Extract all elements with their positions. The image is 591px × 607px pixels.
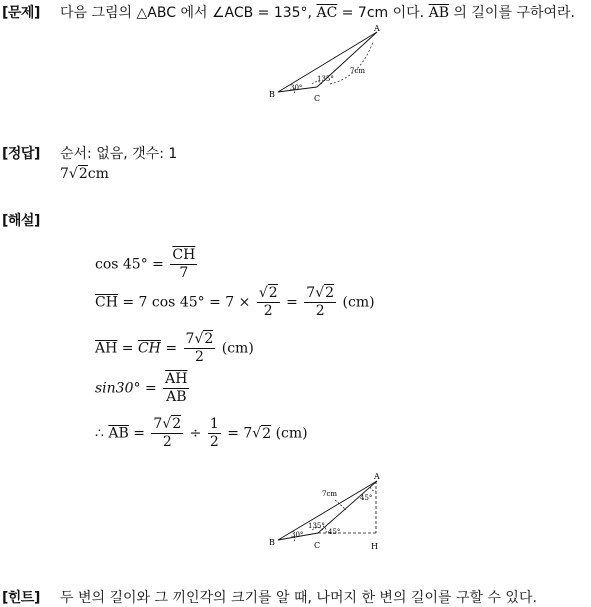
figure2-label-b: B	[269, 538, 275, 547]
solution-eq2: $\overline{CH} = 7$ cos 45° = 7 × $\frac{√2}{2}$ = $\frac{7√2}{2}$ (cm)	[95, 285, 375, 319]
solution-tag: [해설]	[2, 213, 40, 229]
problem-tag: [문제]	[2, 5, 40, 21]
eq2-den2: 2	[315, 303, 325, 319]
problem-text-part2: = 7cm 이다.	[337, 5, 429, 21]
hint-text: 두 변의 길이와 그 끼인각의 크기를 알 때, 나머지 한 변의 길이를 구할 수 있다.	[60, 590, 537, 606]
solution-eq1	[95, 247, 199, 282]
answer-coef: 7	[60, 166, 69, 182]
answer-tag: [정답]	[2, 146, 40, 162]
answer-unit: cm	[87, 166, 109, 182]
eq4-lhs: sin30° =	[95, 380, 157, 397]
eq5-res-coef: = 7	[227, 425, 253, 442]
solution-eq3: $\overline{AH} = \overline{CH}$ = $\frac{7√2}{2}$ (cm)	[95, 331, 254, 365]
eq3-ah: $\overline{AH}$	[95, 340, 118, 357]
answer-order-count: 순서: 없음, 갯수: 1	[60, 146, 178, 162]
eq3-eq: =	[117, 340, 134, 357]
eq2-num1-root: 2	[268, 285, 278, 301]
eq3-num-coef: 7	[185, 331, 195, 347]
eq2-fraction1: $\frac{√2}{2}$	[258, 285, 278, 319]
eq5-den: 2	[162, 434, 172, 450]
answer-root: 2	[78, 166, 88, 182]
figure2-side-ac: 7cm	[322, 490, 338, 498]
figure1-angle-c: 135°	[317, 75, 334, 83]
eq2-fraction2: $\frac{7√2}{2}$	[306, 285, 335, 319]
figure1-side-ac: 7cm	[350, 67, 366, 75]
eq5-num-root: 2	[172, 416, 182, 432]
problem-text-part3: 의 길이를 구하여라.	[448, 5, 575, 21]
eq2-den1: 2	[263, 303, 273, 319]
eq3-num-root: 2	[204, 331, 214, 347]
figure1-label-b: B	[269, 90, 275, 99]
figure1-label-c: C	[314, 94, 321, 103]
eq2-ch: $\overline{CH}$	[95, 294, 118, 311]
eq3-den: 2	[194, 349, 204, 365]
eq3-fraction: $\frac{7√2}{2}$	[185, 331, 214, 365]
figure2-angle-h: 45°	[328, 528, 341, 536]
problem-text-part1: 다음 그림의 △ABC 에서 ∠ACB = 135°,	[60, 5, 313, 21]
figure2-angle-a: 45°	[360, 494, 373, 502]
eq5-ab: $\overline{AB}$	[108, 425, 129, 442]
eq5-fraction1: $\frac{7√2}{2}$	[153, 416, 182, 450]
problem-text	[60, 2, 575, 22]
eq4-num: $\overline{AH}$	[165, 371, 188, 387]
segment-ac: $\overline{AC}$	[316, 5, 338, 21]
eq5-fraction2	[208, 416, 221, 451]
eq2-num2-root: 2	[325, 285, 335, 301]
figure1-angle-b: 30°	[290, 84, 303, 92]
figure2-angle-c: 135°	[308, 522, 325, 530]
eq5-therefore: ∴	[95, 425, 104, 442]
eq1-num: $\overline{CH}$	[172, 247, 196, 263]
eq5-res-root: 2	[262, 425, 272, 442]
eq1-lhs: cos 45° =	[95, 256, 164, 273]
eq2-mid: = 7 cos 45° = 7 ×	[117, 294, 251, 311]
eq5-unit: (cm)	[275, 425, 308, 442]
triangle-figure-2	[260, 470, 390, 556]
solution-eq4	[95, 371, 191, 406]
figure2-label-h: H	[371, 542, 378, 551]
hint-tag: [힌트]	[2, 590, 40, 606]
eq1-den: 7	[179, 265, 189, 281]
eq5-div: ÷	[189, 425, 202, 442]
eq1-fraction	[170, 247, 197, 282]
eq4-den: AB	[166, 389, 187, 405]
eq5-den2: 2	[209, 434, 219, 450]
figure2-label-c: C	[314, 541, 321, 550]
eq3-unit: (cm)	[221, 340, 254, 357]
figure1-label-a: A	[374, 24, 380, 33]
eq2-num2-coef: 7	[306, 285, 316, 301]
eq4-fraction	[163, 371, 189, 406]
solution-eq5: ∴ $\overline{AB}$ = $\frac{7√2}{2}$ ÷ $\frac{1}{2}$ = 7√2 (cm)	[95, 416, 308, 450]
eq2-unit: (cm)	[342, 294, 375, 311]
segment-ab: $\overline{AB}$	[428, 5, 449, 21]
eq5-num2: 1	[209, 416, 219, 432]
eq5-num-coef: 7	[153, 416, 163, 432]
eq3-ch: $\overline{CH}$	[137, 340, 161, 357]
figure2-angle-b: 30°	[291, 531, 304, 539]
figure2-label-a: A	[374, 472, 380, 481]
answer-value: 7√2cm	[60, 166, 109, 182]
triangle-figure-1	[260, 22, 390, 104]
